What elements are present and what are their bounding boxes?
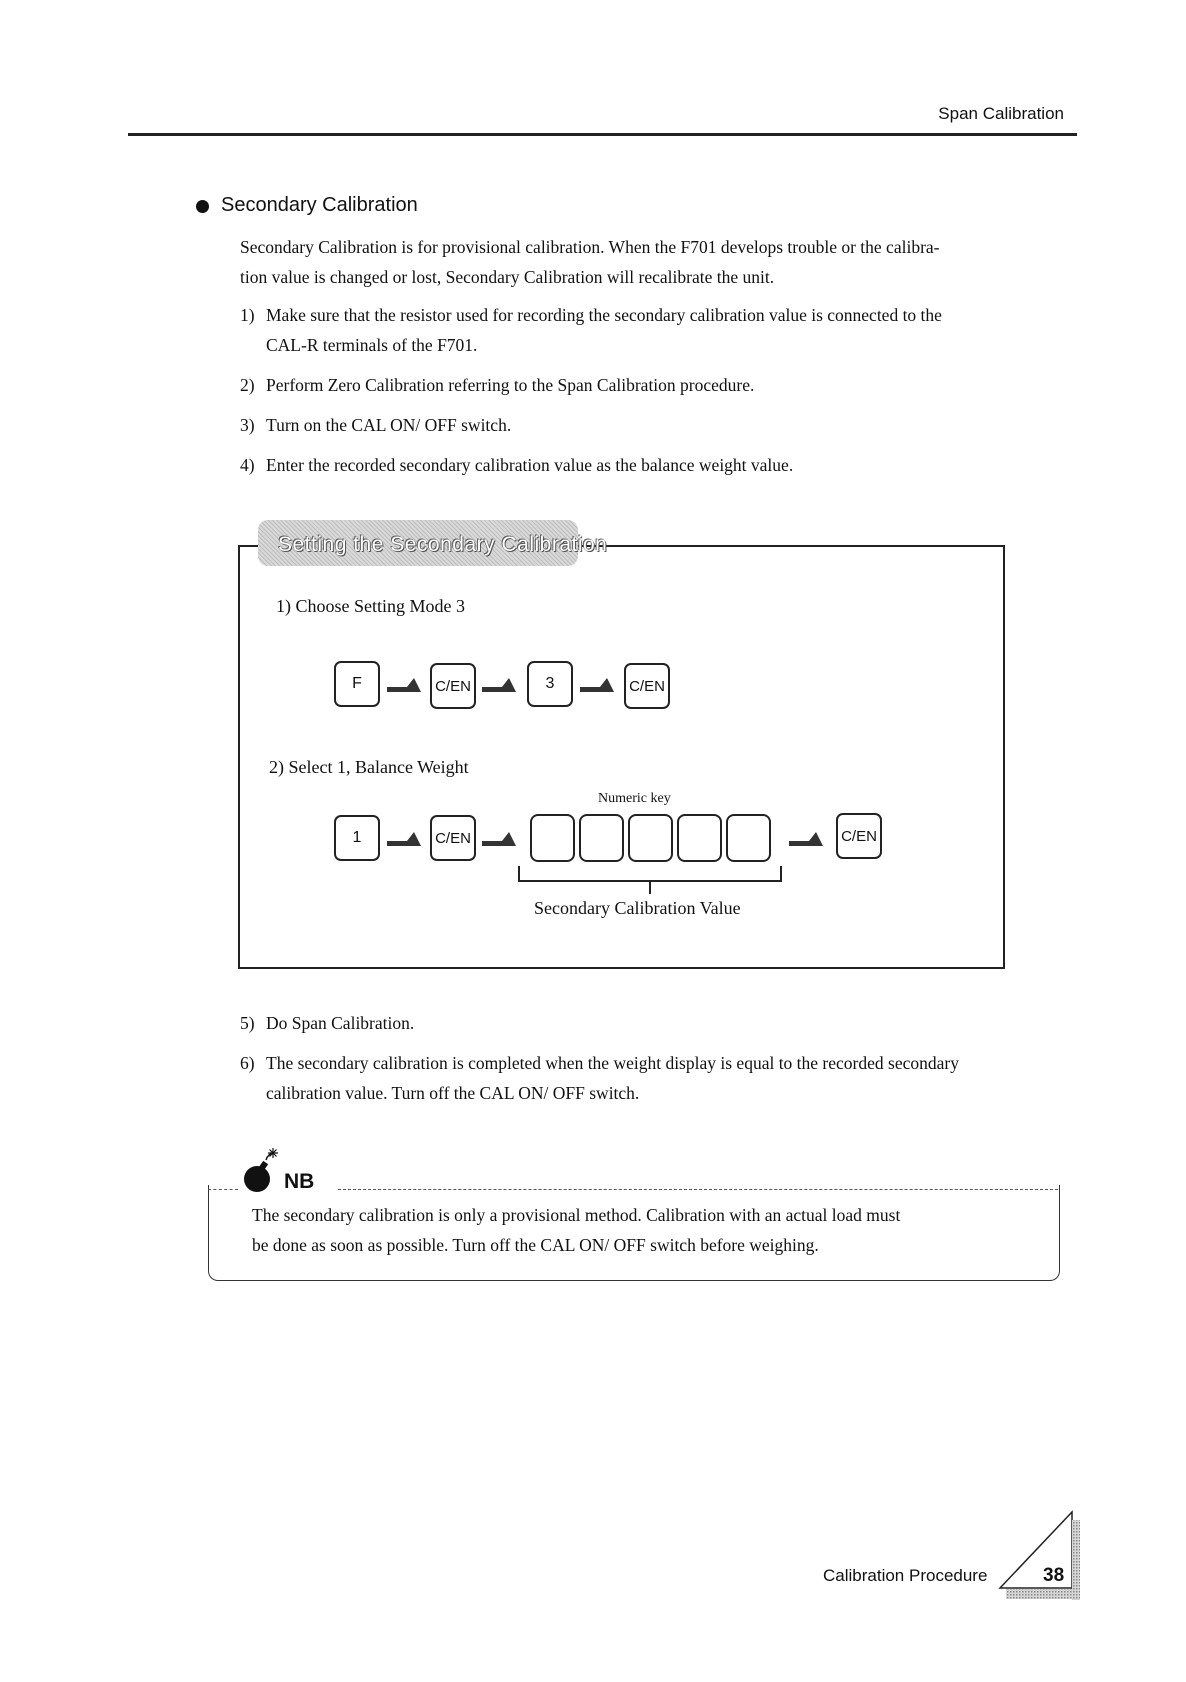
key-3: 3 (527, 661, 573, 707)
nb-divider (338, 1189, 1058, 1190)
step-text: Turn on the CAL ON/ OFF switch. (266, 415, 512, 435)
step-number: 4) (240, 455, 255, 475)
nb-text (252, 1200, 1052, 1260)
nb-line: be done as soon as possible. Turn off the CAL ON/ OFF switch before weighing. (252, 1235, 819, 1255)
numeric-key-slot (677, 814, 722, 862)
nb-divider (208, 1189, 238, 1190)
key-f: F (334, 661, 380, 707)
value-label: Secondary Calibration Value (534, 898, 741, 918)
step-text: Perform Zero Calibration referring to the Span Calibration procedure. (266, 375, 755, 395)
key-cen: C/EN (624, 663, 670, 709)
header-rule (128, 133, 1077, 136)
numeric-key-slot (726, 814, 771, 862)
section-title: Secondary Calibration (221, 194, 418, 216)
step-text: The secondary calibration is completed when the weight display is equal to the recorded secondary (266, 1053, 959, 1073)
step1-label: 1) Choose Setting Mode 3 (276, 596, 465, 616)
step-number: 5) (240, 1013, 255, 1033)
key-cen: C/EN (430, 815, 476, 861)
arrow-right-icon (580, 676, 614, 694)
arrow-right-icon (387, 676, 421, 694)
key-1: 1 (334, 815, 380, 861)
nb-title: NB (284, 1170, 315, 1193)
step-number: 6) (240, 1053, 255, 1073)
step2-label: 2) Select 1, Balance Weight (269, 757, 469, 777)
arrow-right-icon (789, 830, 823, 848)
step-number: 3) (240, 415, 255, 435)
nb-line: The secondary calibration is only a provisional method. Calibration with an actual load must (252, 1205, 901, 1225)
header-title: Span Calibration (938, 104, 1064, 123)
key-cen: C/EN (836, 813, 882, 859)
step-text: Do Span Calibration. (266, 1013, 415, 1033)
value-bracket (516, 866, 786, 896)
numeric-key-label: Numeric key (598, 791, 671, 806)
page-number: 38 (1043, 1565, 1065, 1586)
step-text: CAL-R terminals of the F701. (266, 335, 478, 355)
step-text: Make sure that the resistor used for recording the secondary calibration value is connected to the (266, 305, 942, 325)
step-number: 2) (240, 375, 255, 395)
intro-line: tion value is changed or lost, Secondary Calibration will recalibrate the unit. (240, 267, 775, 287)
step-number: 1) (240, 305, 255, 325)
intro-paragraph (240, 232, 1060, 292)
arrow-right-icon (482, 676, 516, 694)
page-corner-graphic (998, 1510, 1082, 1600)
bullet-icon (196, 200, 209, 213)
step-text: calibration value. Turn off the CAL ON/ OFF switch. (266, 1083, 640, 1103)
intro-line: Secondary Calibration is for provisional calibration. When the F701 develops trouble or the calibra- (240, 237, 940, 257)
arrow-right-icon (482, 830, 516, 848)
numeric-key-slot (628, 814, 673, 862)
numeric-key-slot (579, 814, 624, 862)
key-cen: C/EN (430, 663, 476, 709)
footer-label: Calibration Procedure (823, 1566, 988, 1585)
setting-box-title: Setting the Secondary Calibration (278, 533, 608, 556)
bomb-icon (240, 1148, 278, 1194)
arrow-right-icon (387, 830, 421, 848)
step-text: Enter the recorded secondary calibration value as the balance weight value. (266, 455, 794, 475)
numeric-key-slot (530, 814, 575, 862)
